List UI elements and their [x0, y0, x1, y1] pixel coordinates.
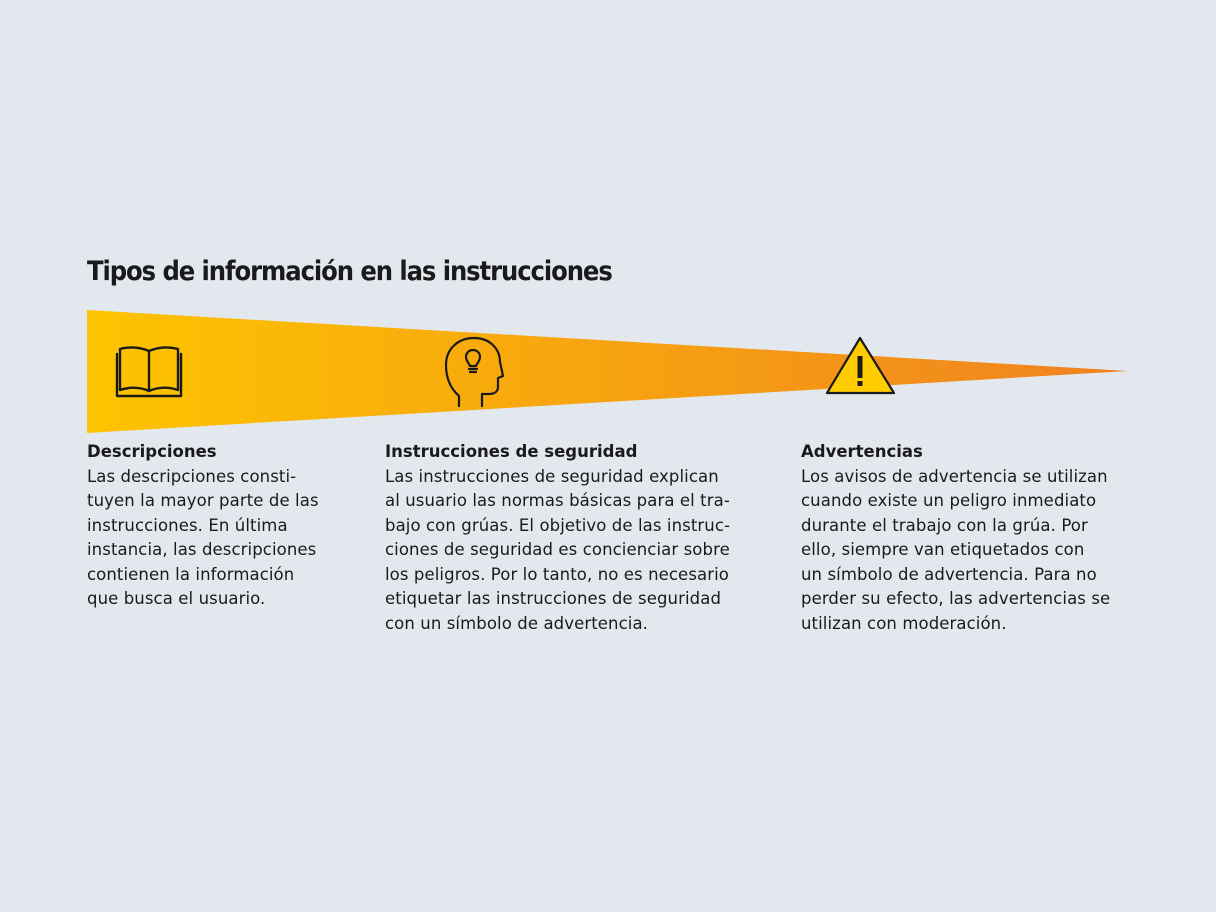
text-line: bajo con grúas. El objetivo de las instruc- — [385, 515, 731, 535]
column-descriptions — [87, 440, 319, 612]
text-line: cuando existe un peligro inmediato — [801, 491, 1097, 510]
text-line: contienen la información — [87, 564, 295, 584]
column-safety-instructions — [385, 440, 730, 636]
text-line: Las descripciones consti- — [87, 466, 297, 486]
wedge-shape — [87, 310, 1128, 433]
column-warnings — [801, 440, 1110, 636]
text-line: utilizan con moderación. — [801, 613, 1007, 633]
column-heading: Advertencias — [801, 442, 923, 461]
text-line: un símbolo de advertencia. Para no — [801, 564, 1097, 584]
diagram-title: Tipos de información en las instrucciones — [87, 256, 612, 287]
column-heading: Instrucciones de seguridad — [385, 442, 638, 461]
text-line: perder su efecto, las advertencias se — [801, 589, 1111, 608]
column-heading: Descripciones — [87, 442, 217, 461]
text-line: etiquetar las instrucciones de seguridad — [385, 589, 722, 608]
text-line: ciones de seguridad es concienciar sobre — [385, 540, 730, 559]
text-line: instrucciones. En última — [87, 515, 288, 535]
text-line: que busca el usuario. — [87, 589, 266, 608]
text-line: los peligros. Por lo tanto, no es necesario — [385, 564, 729, 584]
text-line: con un símbolo de advertencia. — [385, 613, 649, 633]
text-line: Los avisos de advertencia se utilizan — [801, 466, 1108, 486]
text-line: ello, siempre van etiquetados con — [801, 540, 1085, 559]
text-line: Las instrucciones de seguridad explican — [385, 466, 719, 486]
text-line: tuyen la mayor parte de las — [87, 491, 319, 510]
text-line: instancia, las descripciones — [87, 540, 317, 559]
text-line: al usuario las normas básicas para el tra- — [385, 491, 730, 510]
text-line: durante el trabajo con la grúa. Por — [801, 515, 1088, 535]
